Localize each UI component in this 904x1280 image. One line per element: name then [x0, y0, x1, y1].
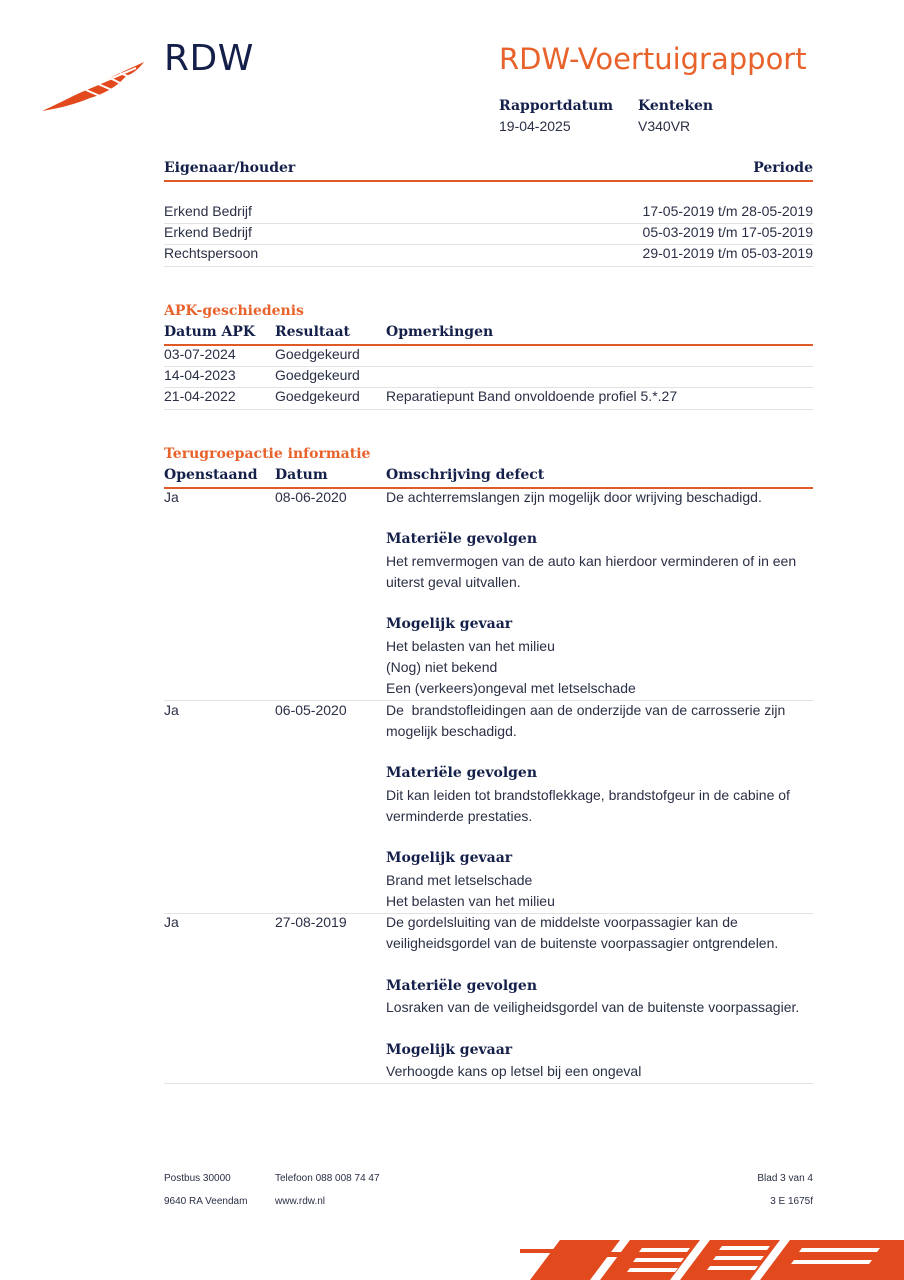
- recall-desc-header: Omschrijving defect: [386, 467, 545, 483]
- footer-postbus: Postbus 30000: [164, 1173, 231, 1184]
- apk-date-header: Datum APK: [164, 324, 256, 340]
- apk-row-result: Goedgekeurd: [275, 388, 360, 404]
- owner-row-type: Erkend Bedrijf: [164, 203, 252, 219]
- danger-text: Brand met letselschade: [386, 872, 533, 888]
- consequence-text: verminderde prestaties.: [386, 808, 533, 824]
- recall-row-open: Ja: [164, 914, 179, 930]
- consequence-text: uiterst geval uitvallen.: [386, 574, 521, 590]
- apk-section-title: APK-geschiedenis: [164, 303, 304, 319]
- danger-label: Mogelijk gevaar: [386, 1042, 513, 1058]
- recall-row-date: 27-08-2019: [275, 914, 347, 930]
- consequences-label: Materiële gevolgen: [386, 531, 538, 547]
- danger-label: Mogelijk gevaar: [386, 616, 513, 632]
- apk-row-result: Goedgekeurd: [275, 367, 360, 383]
- owner-row-period: 29-01-2019 t/m 05-03-2019: [642, 245, 813, 261]
- report-date: 19-04-2025: [499, 118, 571, 134]
- danger-text: Verhoogde kans op letsel bij een ongeval: [386, 1063, 642, 1079]
- owners-header-rule: [164, 180, 813, 182]
- footer-page-number: Blad 3 van 4: [757, 1173, 813, 1184]
- apk-header-rule: [164, 344, 813, 346]
- rdw-logo: [40, 56, 150, 116]
- recall-defect-text: De brandstofleidingen aan de onderzijde van de carrosserie zijn: [386, 702, 786, 718]
- apk-row-date: 03-07-2024: [164, 346, 236, 362]
- consequences-label: Materiële gevolgen: [386, 978, 538, 994]
- recall-row-date: 06-05-2020: [275, 702, 347, 718]
- plate-label: Kenteken: [638, 98, 714, 114]
- recall-row-date: 08-06-2020: [275, 489, 347, 505]
- danger-label: Mogelijk gevaar: [386, 850, 513, 866]
- recall-row-open: Ja: [164, 702, 179, 718]
- owner-row-period: 05-03-2019 t/m 17-05-2019: [642, 224, 813, 240]
- apk-notes-header: Opmerkingen: [386, 324, 494, 340]
- document-title: RDW-Voertuigrapport: [499, 42, 807, 76]
- brand-name: RDW: [164, 38, 254, 79]
- owner-column-header: Eigenaar/houder: [164, 160, 296, 176]
- consequence-text: Het remvermogen van de auto kan hierdoor verminderen of in een: [386, 553, 797, 569]
- footer-stripe-graphic: [520, 1240, 904, 1280]
- consequence-text: Dit kan leiden tot brandstoflekkage, brandstofgeur in de cabine of: [386, 787, 790, 803]
- row-divider: [164, 1083, 813, 1084]
- apk-row-result: Goedgekeurd: [275, 346, 360, 362]
- recall-defect-text: De achterremslangen zijn mogelijk door wrijving beschadigd.: [386, 489, 762, 505]
- footer-city: 9640 RA Veendam: [164, 1196, 248, 1207]
- owner-row-type: Rechtspersoon: [164, 245, 259, 261]
- consequences-label: Materiële gevolgen: [386, 765, 538, 781]
- row-divider: [164, 366, 813, 367]
- recall-defect-text: mogelijk beschadigd.: [386, 723, 517, 739]
- recall-defect-text: veiligheidsgordel van de buitenste voorpassagier ontgrendelen.: [386, 935, 779, 951]
- danger-text: (Nog) niet bekend: [386, 659, 498, 675]
- consequence-text: Losraken van de veiligheidsgordel van de buitenste voorpassagier.: [386, 999, 800, 1015]
- report-date-label: Rapportdatum: [499, 98, 614, 114]
- recall-date-header: Datum: [275, 467, 328, 483]
- license-plate: V340VR: [638, 118, 691, 134]
- danger-text: Het belasten van het milieu: [386, 638, 555, 654]
- recall-defect-text: De gordelsluiting van de middelste voorpassagier kan de: [386, 914, 738, 930]
- apk-row-notes: Reparatiepunt Band onvoldoende profiel 5.*.27: [386, 388, 678, 404]
- danger-text: Een (verkeers)ongeval met letselschade: [386, 680, 636, 696]
- footer-website[interactable]: www.rdw.nl: [275, 1196, 326, 1207]
- owner-row-period: 17-05-2019 t/m 28-05-2019: [642, 203, 813, 219]
- footer-document-code: 3 E 1675f: [770, 1196, 813, 1207]
- row-divider: [164, 700, 813, 701]
- recall-section-title: Terugroepactie informatie: [164, 446, 371, 462]
- recall-row-open: Ja: [164, 489, 179, 505]
- danger-text: Het belasten van het milieu: [386, 893, 555, 909]
- apk-result-header: Resultaat: [275, 324, 350, 340]
- row-divider: [164, 266, 813, 267]
- period-column-header: Periode: [753, 160, 813, 176]
- owner-row-type: Erkend Bedrijf: [164, 224, 252, 240]
- footer-phone: Telefoon 088 008 74 47: [275, 1173, 380, 1184]
- row-divider: [164, 409, 813, 410]
- apk-row-date: 21-04-2022: [164, 388, 236, 404]
- apk-row-date: 14-04-2023: [164, 367, 236, 383]
- recall-open-header: Openstaand: [164, 467, 258, 483]
